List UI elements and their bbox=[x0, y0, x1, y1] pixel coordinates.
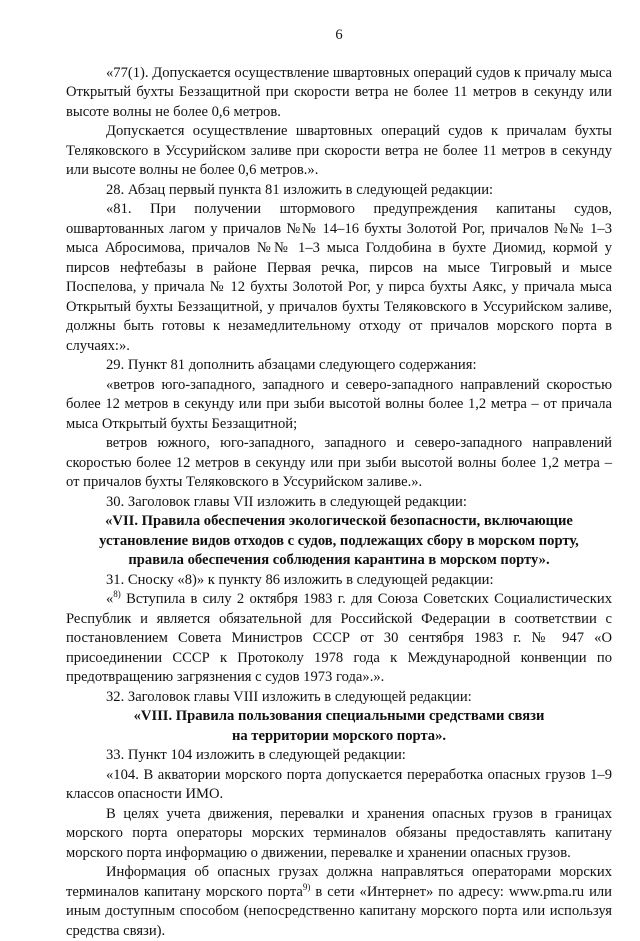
paragraph-81: «81. При получении штормового предупреждения капитаны судов, ошвартованных лагом у причалов №№ 14–16 бухты Золотой Рог, причалов №№ 1–3 мыса Абросимова, причалов №№ 1–3 мыса Голдобина в бухте Диомид, кормой у пирсов нефтебазы в районе Первая речка, пирсов на мысе Тигровый и мысе Поспелова, у причала № 12 бухты Золотой Рог, у пирса бухты Аякс, у причала мыса Открытый бухты Беззащитной, у причалов бухты Теляковского в Уссурийском заливе, должны быть готовы к незамедлительному отходу от причалов морского порта в случаях:». bbox=[66, 201, 612, 354]
paragraph-77-1-second: Допускается осуществление швартовных операций судов к причалам бухты Теляковского в Уссурийском заливе при скорости ветра не более 11 метров в секунду или высоте волны не более 0,6 метров.». bbox=[66, 123, 612, 178]
item-30: 30. Заголовок главы VII изложить в следующей редакции: bbox=[106, 493, 467, 510]
paragraph-77-1: «77(1). Допускается осуществление швартовных операций судов к причалу мыса Открытый бухты Беззащитной при скорости ветра не более 11 метров в секунду или высоте волны не более 0,6 метров. bbox=[66, 64, 612, 120]
item-29: 29. Пункт 81 дополнить абзацами следующего содержания: bbox=[106, 357, 477, 373]
paragraph-104-information bbox=[66, 863, 612, 941]
heading-vii-line-1: «VII. Правила обеспечения экологической безопасности, включающие bbox=[105, 513, 573, 529]
page-number: 6 bbox=[335, 27, 343, 43]
open-quote: « bbox=[106, 591, 114, 607]
info-text-after: в сети «Интернет» по адресу: www.pma.ru или иным доступным способом (непосредственно капитану морского порта или используя средства связи). bbox=[66, 883, 612, 939]
heading-viii-line-1: «VIII. Правила пользования специальными средствами связи bbox=[133, 708, 545, 724]
item-28: 28. Абзац первый пункта 81 изложить в следующей редакции: bbox=[106, 181, 494, 198]
heading-chapter-viii bbox=[66, 707, 612, 746]
paragraph-winds-2: ветров южного, юго-западного, западного и северо-западного направлений скоростью более 12 метров в секунду или при зыби высотой волны более 1,2 метра – от причалов бухты Теляковского в Уссурийском заливе.». bbox=[66, 435, 612, 490]
footnote-mark-8: 8) bbox=[113, 589, 121, 600]
heading-viii-line-2: на территории морского порта». bbox=[231, 727, 447, 744]
heading-chapter-vii bbox=[66, 512, 612, 571]
info-text-before: Информация об опасных грузах должна направляться операторами морских терминалов капитану морского порта bbox=[66, 864, 612, 900]
footnote-8-body: Вступила в силу 2 октября 1983 г. для Союза Советских Социалистических Республик и является обязательной для Российской Федерации в соответствии с постановлением Совета Министров СССР от 30 сентября 1983 г. № 947 «О присоединении СССР к Протоколу 1978 года к Международной конвенции по предотвращению загрязнения с судов 1973 года».». bbox=[66, 591, 612, 685]
item-33: 33. Пункт 104 изложить в следующей редакции: bbox=[106, 747, 406, 763]
heading-vii-line-2: установление видов отходов с судов, подлежащих сбору в морском порту, bbox=[99, 532, 579, 549]
footnote-mark-9: 9) bbox=[302, 881, 311, 892]
paragraph-104: «104. В акватории морского порта допускается переработка опасных грузов 1–9 классов опасности ИМО. bbox=[66, 766, 612, 802]
heading-vii-line-3: правила обеспечения соблюдения карантина в морском порту». bbox=[128, 552, 550, 568]
item-31: 31. Сноску «8)» к пункту 86 изложить в следующей редакции: bbox=[106, 571, 494, 588]
paragraph-104-accounting: В целях учета движения, перевалки и хранения опасных грузов в границах морского порта операторы морских терминалов обязаны предоставлять капитану морского порта информацию о движении, перевалке и хранении опасных грузов. bbox=[66, 805, 612, 861]
item-32: 32. Заголовок главы VIII изложить в следующей редакции: bbox=[106, 688, 472, 705]
paragraph-winds-1: «ветров юго-западного, западного и северо-западного направлений скоростью более 12 метров в секунду или при зыби высотой волны более 1,2 метра – от причала мыса Открытый бухты Беззащитной; bbox=[66, 376, 612, 432]
footnote-8-text bbox=[66, 590, 612, 688]
